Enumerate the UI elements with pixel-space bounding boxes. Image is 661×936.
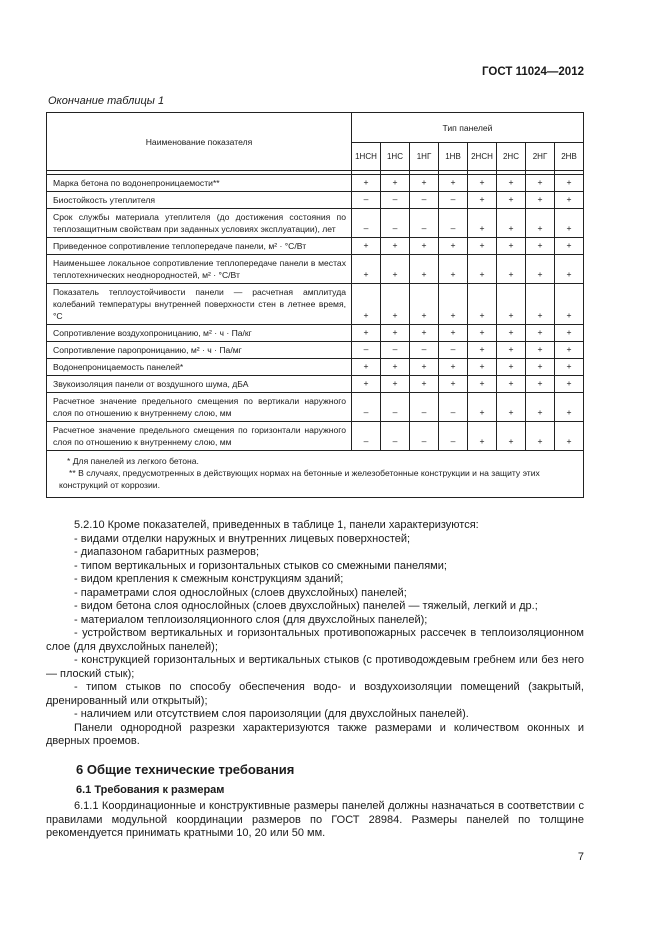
row-value: +	[410, 359, 439, 376]
row-label: Расчетное значение предельного смещения по горизонтали наружного слоя по отношению к внутреннему слою, мм	[47, 422, 352, 451]
row-value: –	[381, 422, 410, 451]
row-value: +	[468, 255, 497, 284]
row-value: +	[497, 393, 526, 422]
clause-6-1-1-text: 6.1.1 Координационные и конструктивные размеры панелей должны назначаться в соответствии с правилами модульной координации размеров по ГОСТ 28984. Размеры панелей по толщине рекомендуется принимать кратными 10, 20 или 50 мм.	[46, 800, 584, 839]
column-header: 2НВ	[555, 143, 584, 171]
column-header: 2НГ	[526, 143, 555, 171]
clause-5-2-10	[46, 519, 584, 749]
row-value: +	[526, 238, 555, 255]
list-item: - наличием или отсутствием слоя пароизоляции (для двухслойных панелей).	[74, 708, 469, 720]
row-value: +	[352, 238, 381, 255]
row-label: Марка бетона по водонепроницаемости**	[47, 175, 352, 192]
column-header: 1НСН	[352, 143, 381, 171]
row-value: +	[468, 209, 497, 238]
table-row	[47, 422, 584, 451]
row-value: +	[555, 376, 584, 393]
row-value: +	[555, 325, 584, 342]
list-item: - типом стыков по способу обеспечения водо- и воздухоизоляции помещений (закрытый, дренированный или открытый);	[46, 681, 584, 707]
row-value: +	[410, 175, 439, 192]
row-value: +	[410, 376, 439, 393]
row-value: –	[439, 342, 468, 359]
row-value: –	[381, 209, 410, 238]
row-value: –	[352, 192, 381, 209]
row-value: +	[526, 342, 555, 359]
row-value: +	[497, 359, 526, 376]
row-value: +	[468, 393, 497, 422]
column-header: 2НС	[497, 143, 526, 171]
row-value: –	[352, 342, 381, 359]
list-item: - конструкцией горизонтальных и вертикальных стыков (с противодождевым гребнем или без него — плоский стык);	[46, 654, 584, 680]
row-value: +	[410, 238, 439, 255]
table-notes	[47, 451, 584, 498]
row-value: +	[497, 192, 526, 209]
row-value: –	[439, 192, 468, 209]
row-value: +	[468, 376, 497, 393]
list-item: - видом бетона слоя однослойных (слоев двухслойных) панелей — тяжелый, легкий и др.;	[74, 600, 538, 612]
row-value: +	[526, 325, 555, 342]
row-value: +	[381, 359, 410, 376]
row-value: –	[381, 342, 410, 359]
clause-6-1-1	[46, 800, 584, 841]
list-item: - видами отделки наружных и внутренних лицевых поверхностей;	[74, 532, 411, 545]
table-row	[47, 238, 584, 255]
column-header: 2НСН	[468, 143, 497, 171]
row-value: +	[555, 209, 584, 238]
row-value: +	[468, 284, 497, 325]
table-note: * Для панелей из легкого бетона.	[67, 456, 199, 466]
row-value: +	[526, 175, 555, 192]
row-value: +	[497, 376, 526, 393]
row-value: –	[410, 422, 439, 451]
row-value: +	[352, 376, 381, 393]
row-value: +	[410, 284, 439, 325]
row-value: +	[526, 393, 555, 422]
row-label: Водонепроницаемость панелей*	[47, 359, 352, 376]
row-value: +	[352, 175, 381, 192]
clause-closing: Панели однородной разрезки характеризуются также размерами и количеством оконных и дверных проемов.	[46, 721, 584, 747]
row-value: +	[439, 175, 468, 192]
row-value: +	[555, 422, 584, 451]
row-value: +	[497, 255, 526, 284]
column-header: 1НС	[381, 143, 410, 171]
row-value: +	[555, 284, 584, 325]
row-value: +	[439, 376, 468, 393]
row-value: +	[381, 175, 410, 192]
list-item: - устройством вертикальных и горизонтальных противопожарных рассечек в теплоизоляционном слое (для двухслойных панелей);	[46, 627, 584, 653]
row-value: –	[352, 393, 381, 422]
row-value: –	[439, 422, 468, 451]
row-value: –	[439, 209, 468, 238]
table-row	[47, 209, 584, 238]
row-value: +	[526, 376, 555, 393]
row-value: +	[468, 422, 497, 451]
row-value: –	[352, 422, 381, 451]
row-value: +	[381, 255, 410, 284]
list-item: - видом крепления к смежным конструкциям зданий;	[74, 573, 344, 585]
row-value: +	[497, 175, 526, 192]
row-label: Срок службы материала утеплителя (до достижения состояния по теплозащитным свойствам при заданных условиях эксплуатации), лет	[47, 209, 352, 238]
row-value: +	[410, 255, 439, 284]
row-value: +	[439, 325, 468, 342]
row-label: Биостойкость утеплителя	[47, 192, 352, 209]
table-row	[47, 284, 584, 325]
list-item: - материалом теплоизоляционного слоя (для двухслойных панелей);	[74, 613, 428, 626]
section-6-1-title: 6.1 Требования к размерам	[76, 784, 225, 796]
row-value: +	[497, 284, 526, 325]
table-row	[47, 393, 584, 422]
row-value: +	[468, 342, 497, 359]
row-label: Сопротивление паропроницанию, м² · ч · Па/мг	[47, 342, 352, 359]
properties-table	[46, 112, 584, 498]
row-value: –	[381, 192, 410, 209]
row-value: +	[468, 238, 497, 255]
table-row	[47, 175, 584, 192]
row-value: +	[497, 342, 526, 359]
row-value: –	[410, 192, 439, 209]
row-value: +	[555, 175, 584, 192]
row-value: +	[526, 209, 555, 238]
table-row	[47, 192, 584, 209]
row-value: +	[352, 325, 381, 342]
row-value: +	[468, 192, 497, 209]
panel-type-header: Тип панелей	[352, 113, 584, 143]
row-value: +	[497, 238, 526, 255]
row-value: +	[439, 359, 468, 376]
row-value: –	[439, 393, 468, 422]
list-item: - типом вертикальных и горизонтальных стыков со смежными панелями;	[74, 559, 447, 572]
row-value: +	[468, 325, 497, 342]
table-caption: Окончание таблицы 1	[48, 95, 165, 107]
row-value: +	[497, 325, 526, 342]
row-value: +	[381, 325, 410, 342]
row-value: +	[439, 284, 468, 325]
table-row	[47, 325, 584, 342]
row-label: Звукоизоляция панели от воздушного шума, дБА	[47, 376, 352, 393]
list-item: - параметрами слоя однослойных (слоев двухслойных) панелей;	[74, 586, 407, 599]
row-label: Наименьшее локальное сопротивление теплопередаче панели в местах теплотехнических неоднородностей, м² · °С/Вт	[47, 255, 352, 284]
row-value: +	[468, 359, 497, 376]
row-value: +	[526, 255, 555, 284]
row-value: –	[352, 209, 381, 238]
table-note: ** В случаях, предусмотренных в действующих нормах на бетонные и железобетонные конструкции и на защиту этих конструкций от коррозии.	[59, 468, 540, 490]
row-label: Показатель теплоустойчивости панели — расчетная амплитуда колебаний температуры внутренней поверхности стен в летнее время, °С	[47, 284, 352, 325]
row-value: +	[352, 255, 381, 284]
row-value: –	[410, 342, 439, 359]
row-label: Расчетное значение предельного смещения по вертикали наружного слоя по отношению к внутреннему слою, мм	[47, 393, 352, 422]
row-value: +	[468, 175, 497, 192]
row-value: +	[555, 393, 584, 422]
name-column-header: Наименование показателя	[47, 113, 352, 171]
row-value: +	[410, 325, 439, 342]
column-header: 1НГ	[410, 143, 439, 171]
row-value: +	[439, 238, 468, 255]
clause-intro: 5.2.10 Кроме показателей, приведенных в таблице 1, панели характеризуются:	[74, 519, 479, 531]
table-row	[47, 359, 584, 376]
row-value: +	[555, 238, 584, 255]
standard-header: ГОСТ 11024—2012	[482, 66, 584, 78]
page-number: 7	[577, 851, 584, 863]
row-label: Сопротивление воздухопроницанию, м² · ч · Па/кг	[47, 325, 352, 342]
row-value: +	[526, 422, 555, 451]
row-value: –	[381, 393, 410, 422]
row-value: +	[381, 238, 410, 255]
row-value: +	[555, 359, 584, 376]
row-value: +	[381, 376, 410, 393]
row-value: +	[526, 359, 555, 376]
section-6-title: 6 Общие технические требования	[76, 762, 295, 777]
row-value: +	[497, 422, 526, 451]
row-value: +	[526, 192, 555, 209]
row-value: +	[555, 192, 584, 209]
row-value: +	[555, 342, 584, 359]
row-value: +	[352, 359, 381, 376]
row-value: +	[555, 255, 584, 284]
row-value: +	[526, 284, 555, 325]
row-value: +	[381, 284, 410, 325]
table-row	[47, 342, 584, 359]
table-row	[47, 255, 584, 284]
list-item: - диапазоном габаритных размеров;	[74, 546, 260, 558]
row-value: +	[497, 209, 526, 238]
table-row	[47, 376, 584, 393]
row-value: –	[410, 209, 439, 238]
column-header: 1НВ	[439, 143, 468, 171]
row-value: +	[352, 284, 381, 325]
row-value: –	[410, 393, 439, 422]
row-label: Приведенное сопротивление теплопередаче панели, м² · °С/Вт	[47, 238, 352, 255]
row-value: +	[439, 255, 468, 284]
